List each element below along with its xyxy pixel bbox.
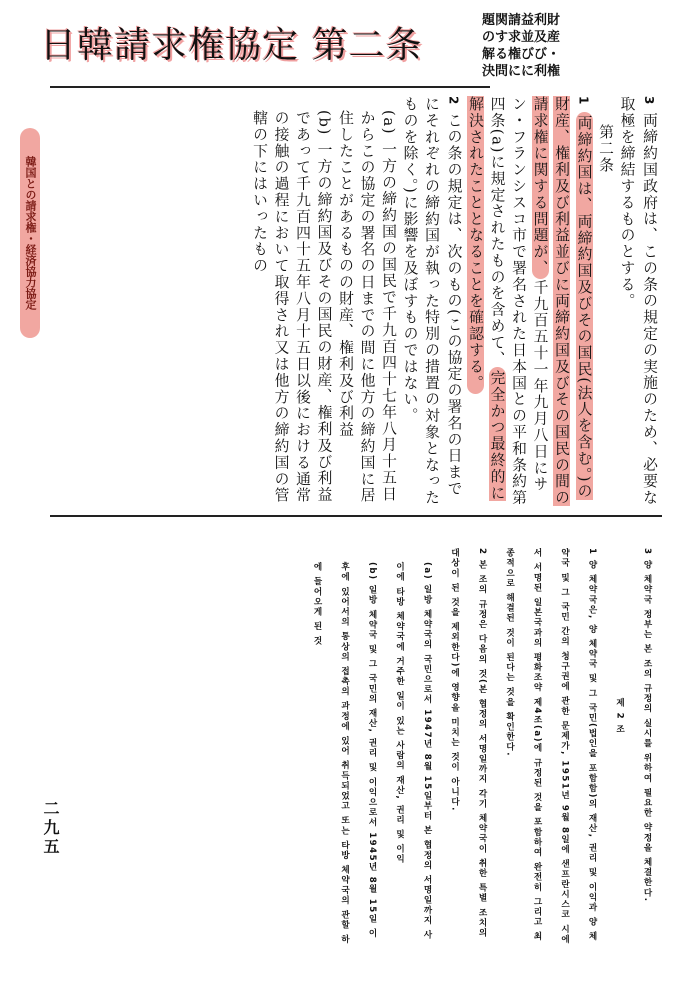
page-title: 日韓請求権協定 第二条 (40, 25, 423, 66)
para-number: 1 (576, 96, 591, 106)
ko-item-b: (b) 일방 체약국 및 그 국민의 재산, 권리 및 이익으로서 1945년 8월 15일 이후에 있어서의 통상의 접촉의 과정에 있어 취득되었고 또는 타방 체약국의 관할 하에 들어오게 된 것 (312, 562, 377, 945)
korean-text-block (60, 548, 660, 948)
highlighted-text: 完全かつ最終的に解決されたこととなることを確認する。 (467, 96, 506, 502)
item-label: (b) (315, 110, 333, 136)
jp-article-heading: 第二条 (597, 124, 614, 174)
para-text: 両締約国政府は、この条の規定の実施のため、必要な取極を締結するものとする。 (618, 96, 658, 506)
jp-item-a (335, 96, 400, 510)
ko-para2: 2 본 조의 규정은 다음의 것(본 협정의 서명일까지 각기 체약국이 취한 특별 조치의 대상이 된 것을 제외한다)에 영향을 미치는 것이 아니다. (449, 548, 487, 939)
para-text: この条の規定は、次のもの(この協定の署名の日までにそれぞれの締約国が執った特別の措置の対象となったものを除く。)に影響を及ぼすものではない。 (401, 96, 463, 506)
middle-rule (50, 515, 662, 517)
highlighted-text: 両締約国は、両締約国及びその国民(法人を含む。)の財産、権利及び利益並びに両締約国及びその国民の間の請求権に関する問題が、 (531, 96, 593, 506)
jp-para1 (465, 96, 595, 510)
page-number: 二九五 (41, 800, 60, 857)
item-text: 一方の締約国及びその国民の財産、権利及び利益であって千九百四十五年八月十五日以後における通常の接触の過程において取得され又は他方の締約国の管轄の下にはいったもの (251, 110, 333, 504)
para-text: 千九百五十一年九月八日にサン・フランシスコ市で署名された日本国との平和条約第四条(a)に規定されたものを含めて、 (488, 96, 549, 506)
header-subtitle: 題関請益利財 のす求並及産 解る権びび・ 決問にに利権 (482, 13, 561, 79)
jp-article1-para3 (616, 96, 660, 510)
para-number: 2 (446, 96, 461, 106)
japanese-text-block (60, 96, 660, 510)
top-rule (50, 86, 490, 88)
para-number: 3 (642, 96, 656, 106)
item-label: (a) (380, 110, 397, 136)
jp-para2 (399, 96, 465, 510)
ko-para1: 1 양 체약국은, 양 체약국 및 그 국민(법인을 포함함)의 재산, 권리 및 이익과 양 체약국 및 그 국민 간의 청구권에 관한 문제가, 1951년 9월 8일에 샌프란시스코 시에서 서명된 일본국과의 평화조약 제4조(a)에 규정된 것을 포함하여 완전히 그리고 최종적으로 해결된 것이 된다는 것을 확인한다. (504, 548, 597, 945)
ko-item-a: (a) 일방 체약국의 국민으로서 1947년 8월 15일부터 본 협정의 서명일까지 사이에 타방 체약국에 거주한 일이 있는 사람의 재산, 권리 및 이익 (394, 562, 432, 941)
ko-article1-para3: 3 양 체약국 정부는 본 조의 규정의 실시를 위하여 필요한 약정을 체결한다. (642, 548, 652, 903)
jp-item-b (249, 96, 335, 510)
side-label: 韓国との請求権・経済協力協定 (20, 128, 40, 338)
item-text: 一方の締約国の国民で千九百四十七年八月十五日からこの協定の署名の日までの間に他方の締約国に居住したことがあるものの財産、権利及び利益 (337, 110, 397, 504)
ko-article-heading: 제 2 조 (614, 698, 625, 735)
